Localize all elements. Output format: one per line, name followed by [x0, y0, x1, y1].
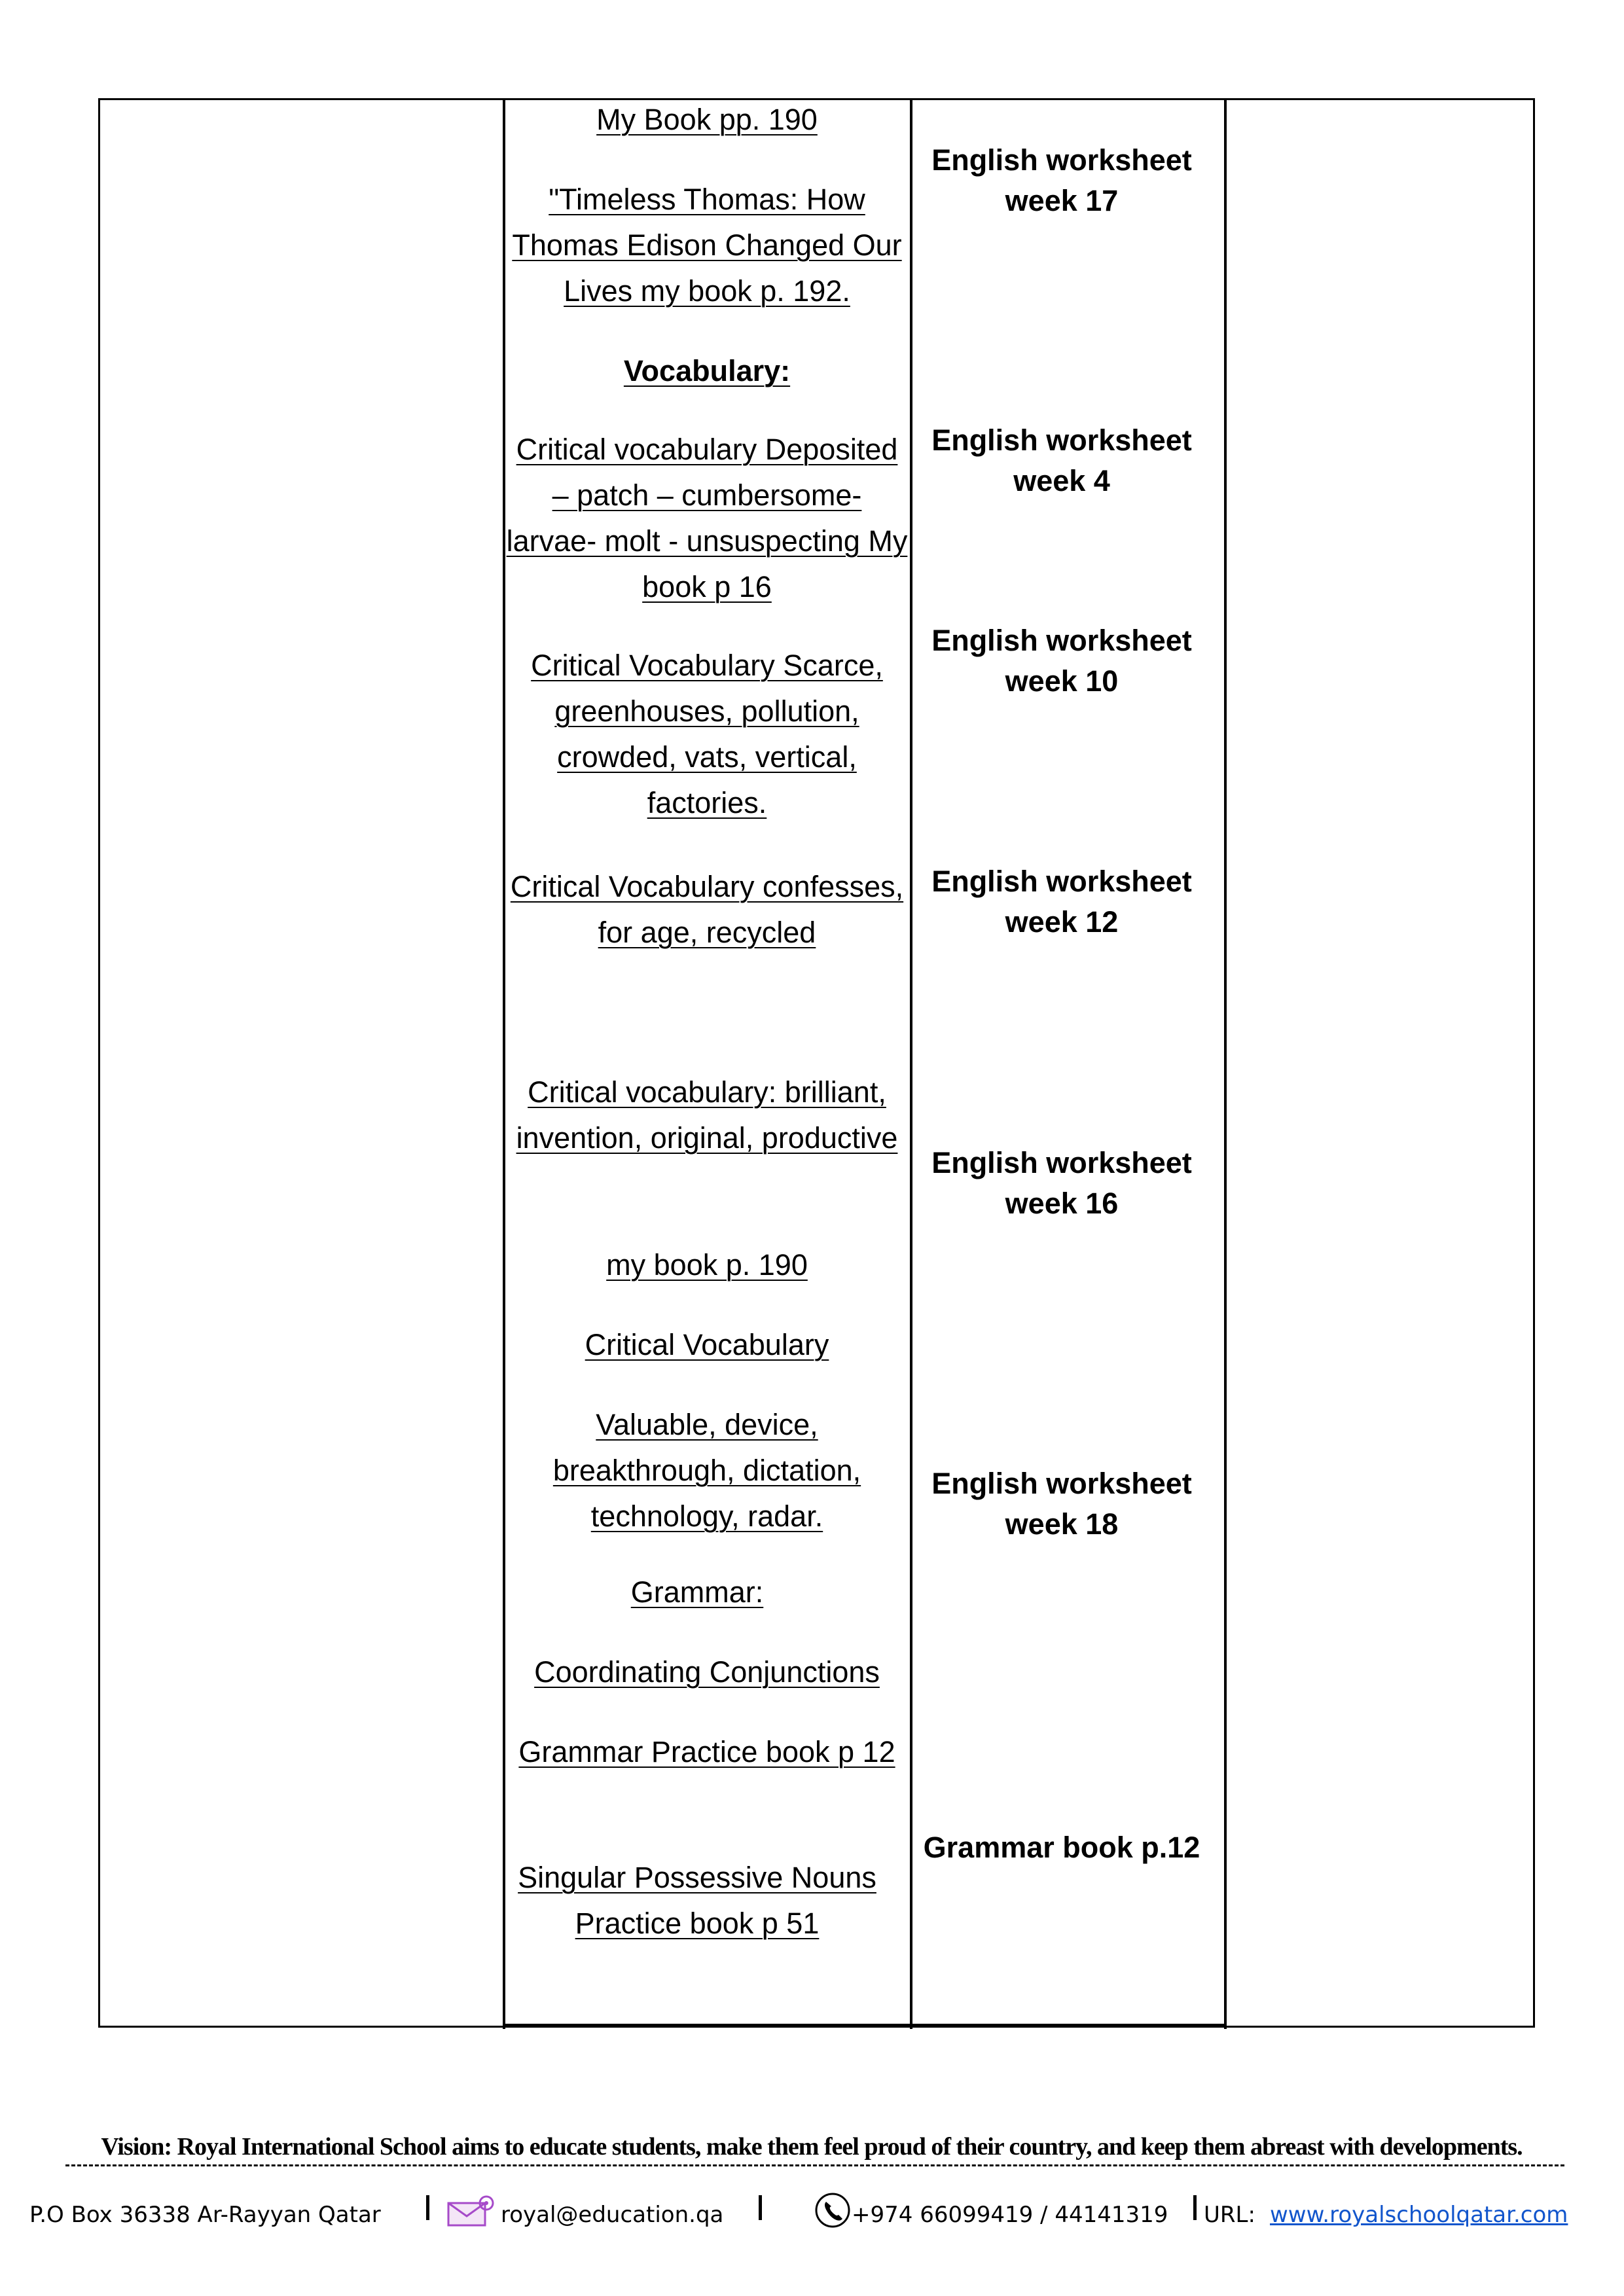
separator — [1193, 2195, 1197, 2220]
worksheet-label: English worksheet week 4 — [931, 423, 1192, 497]
footer-divider — [65, 2164, 1564, 2166]
lesson-text: Critical Vocabulary confesses, for age, recycled — [510, 870, 904, 949]
email-address[interactable]: royal@education.qa — [501, 2202, 724, 2228]
lesson-text: my book p. 190 — [606, 1248, 808, 1282]
lesson-text: My Book pp. 190 — [596, 103, 818, 136]
lesson-text: Critical vocabulary: brilliant, invention, original, productive — [516, 1075, 898, 1155]
lesson-text: "Timeless Thomas: How Thomas Edison Changed Our Lives my book p. 192. — [512, 183, 902, 308]
column-divider — [910, 98, 912, 2029]
worksheet-label: English worksheet week 16 — [931, 1146, 1192, 1220]
phone-number[interactable]: +974 66099419 / 44141319 — [852, 2202, 1168, 2228]
contact-bar — [29, 2191, 1600, 2237]
worksheet-label: Grammar book p.12 — [923, 1831, 1200, 1864]
website-link[interactable]: www.royalschoolqatar.com — [1270, 2202, 1568, 2228]
url-label: URL: — [1204, 2202, 1255, 2228]
lesson-text: Valuable, device, breakthrough, dictation, technology, radar. — [552, 1408, 861, 1533]
phone-icon — [814, 2191, 852, 2229]
row-border — [503, 2024, 1227, 2027]
separator — [759, 2195, 762, 2220]
vision-statement: Vision: Royal International School aims to educate students, make them feel proud of their country, and keep them abreast with developments. — [101, 2133, 1523, 2161]
worksheet-label: English worksheet week 17 — [931, 143, 1192, 217]
lesson-text: Singular Possessive Nouns Practice book p 51 — [518, 1861, 876, 1940]
worksheet-label: English worksheet week 10 — [931, 624, 1192, 698]
lesson-text: Critical vocabulary Deposited – patch – cumbersome- larvae- molt - unsuspecting My book p 16 — [506, 433, 908, 603]
section-heading-vocabulary: Vocabulary: — [623, 354, 791, 387]
lesson-text: Critical Vocabulary — [585, 1328, 829, 1361]
section-heading-grammar: Grammar: — [630, 1575, 764, 1609]
worksheet-label: English worksheet week 12 — [931, 865, 1192, 939]
worksheet-label: English worksheet week 18 — [931, 1467, 1192, 1541]
lesson-text: Grammar Practice book p 12 — [518, 1735, 895, 1768]
lesson-text: Coordinating Conjunctions — [534, 1655, 880, 1689]
lesson-text: Critical Vocabulary Scarce, greenhouses, pollution, crowded, vats, vertical, factories. — [531, 649, 883, 819]
email-icon — [446, 2194, 497, 2228]
separator — [426, 2195, 429, 2220]
column-divider — [1224, 98, 1227, 2029]
po-box: P.O Box 36338 Ar-Rayyan Qatar — [29, 2202, 381, 2228]
